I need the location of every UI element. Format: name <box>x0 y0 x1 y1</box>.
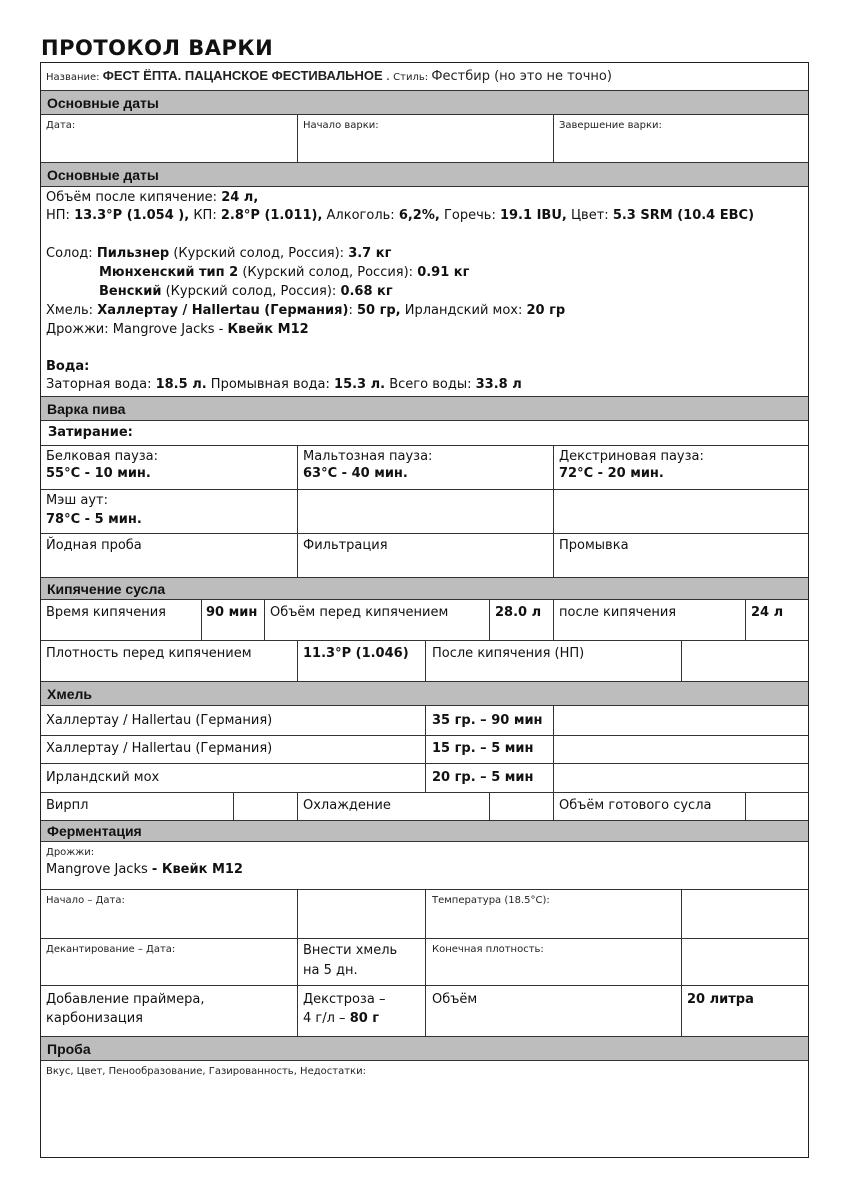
ferm-yeast-name: - Квейк М12 <box>151 862 243 877</box>
hop-addition-name: Ирландский мох <box>46 770 160 785</box>
divider <box>41 445 808 446</box>
malt-label: Солод: <box>46 246 93 261</box>
ferm-start-label: Начало – Дата: <box>46 895 125 906</box>
whirlpool-label: Вирпл <box>46 798 89 813</box>
malt-amount: 0.91 кг <box>417 265 470 280</box>
hop-addition-name: Халлертау / Hallertau (Германия) <box>46 713 273 728</box>
malt-line <box>99 284 393 299</box>
divider <box>41 792 808 793</box>
iodine-test-label: Йодная проба <box>46 538 142 553</box>
dextrose-line1: Декстроза – <box>303 992 386 1007</box>
divider <box>233 792 234 820</box>
tasting-label: Вкус, Цвет, Пенообразование, Газированность, Недостатки: <box>46 1066 366 1077</box>
section-header-boil: Кипячение сусла <box>41 577 808 600</box>
priming-line1: Добавление праймера, <box>46 992 205 1007</box>
malt-origin: (Курский солод, Россия): <box>173 246 345 261</box>
mashout-value: 78°С - 5 мин. <box>46 512 142 527</box>
boil-time-label: Время кипячения <box>46 605 166 620</box>
mashout-label: Мэш аут: <box>46 493 108 508</box>
fg-label: КП: <box>193 208 217 223</box>
divider <box>553 792 554 820</box>
final-gravity-label: Конечная плотность: <box>432 944 544 955</box>
malt-line <box>46 246 391 261</box>
hop-addition-amount: 35 гр. – 90 мин <box>432 713 543 728</box>
water-line <box>46 377 522 392</box>
total-water-value: 33.8 л <box>475 377 522 392</box>
volume-line <box>46 190 258 205</box>
divider <box>297 792 298 820</box>
hops-amount: 50 гр, <box>356 303 401 318</box>
malt-name: Пильзнер <box>96 246 170 261</box>
divider <box>425 889 426 1036</box>
protein-rest-value: 55°С - 10 мин. <box>46 466 151 481</box>
priming-line2: карбонизация <box>46 1011 143 1026</box>
section-header-tasting: Проба <box>41 1036 808 1061</box>
hop-addition-amount: 20 гр. – 5 мин <box>432 770 534 785</box>
malt-name: Венский <box>99 284 162 299</box>
style-value: Фестбир (но это не точно) <box>431 69 612 84</box>
divider <box>297 115 298 162</box>
section-header-dates: Основные даты <box>41 90 808 115</box>
protein-rest-label: Белковая пауза: <box>46 449 159 464</box>
dextrin-rest-label: Декстриновая пауза: <box>559 449 704 464</box>
yeast-label: Дрожжи: <box>46 322 109 337</box>
brew-start-label: Начало варки: <box>303 120 379 131</box>
divider <box>553 115 554 162</box>
divider <box>745 600 746 640</box>
mash-heading: Затирание: <box>48 425 133 440</box>
ibu-value: 19.1 IBU, <box>499 208 567 223</box>
yeast-maker: Mangrove Jacks - <box>112 322 224 337</box>
hop-addition-name: Халлертау / Hallertau (Германия) <box>46 741 273 756</box>
malt-line <box>99 265 469 280</box>
pre-boil-gravity-label: Плотность перед кипячением <box>46 646 252 661</box>
divider <box>553 445 554 577</box>
decant-label: Декантирование – Дата: <box>46 944 176 955</box>
yeast-name: Квейк М12 <box>227 322 309 337</box>
post-boil-volume-value: 24 л, <box>221 190 259 205</box>
post-boil-volume-value: 24 л <box>751 605 784 620</box>
maltose-rest-label: Мальтозная пауза: <box>303 449 433 464</box>
name-field <box>46 68 612 84</box>
divider <box>41 489 808 490</box>
date-label: Дата: <box>46 120 76 131</box>
style-label: Стиль: <box>393 72 429 83</box>
ferm-volume-label: Объём <box>432 992 478 1007</box>
mash-water-value: 18.5 л. <box>155 377 207 392</box>
section-header-hops: Хмель <box>41 681 808 706</box>
pre-boil-volume-value: 28.0 л <box>495 605 542 620</box>
hop-addition-amount: 15 гр. – 5 мин <box>432 741 534 756</box>
divider <box>425 706 426 792</box>
cooling-label: Охлаждение <box>303 798 391 813</box>
maltose-rest-value: 63°С - 40 мин. <box>303 466 408 481</box>
sparge-water-value: 15.3 л. <box>334 377 386 392</box>
boil-time-value: 90 мин <box>206 605 258 620</box>
moss-amount: 20 гр <box>526 303 566 318</box>
divider <box>297 889 298 1036</box>
post-boil-volume-label: после кипячения <box>559 605 677 620</box>
gravity-line <box>46 208 754 223</box>
ferm-temp-label: Температура (18.5°С): <box>432 895 550 906</box>
name-value: ФЕСТ ЁПТА. ПАЦАНСКОЕ ФЕСТИВАЛЬНОЕ <box>102 68 383 83</box>
section-header-fermentation: Ферментация <box>41 820 808 842</box>
ibu-label: Горечь: <box>443 208 496 223</box>
final-volume-label: Объём готового сусла <box>559 798 712 813</box>
ferm-yeast-maker: Mangrove Jacks <box>46 862 148 877</box>
og-value: 13.3°P (1.054 ), <box>74 208 190 223</box>
post-boil-gravity-label: После кипячения (НП) <box>432 646 585 661</box>
water-heading: Вода: <box>46 359 90 374</box>
pre-boil-volume-label: Объём перед кипячением <box>270 605 449 620</box>
color-value: 5.3 SRM (10.4 EBC) <box>612 208 755 223</box>
malt-amount: 3.7 кг <box>348 246 392 261</box>
ferm-yeast-line <box>46 862 243 877</box>
malt-origin: (Курский солод, Россия): <box>165 284 337 299</box>
mash-water-label: Заторная вода: <box>46 377 152 392</box>
section-header-basic: Основные даты <box>41 162 808 187</box>
divider <box>681 640 682 681</box>
ferm-yeast-label: Дрожжи: <box>46 847 95 858</box>
color-label: Цвет: <box>570 208 609 223</box>
malt-name: Мюнхенский тип 2 <box>99 265 239 280</box>
malt-amount: 0.68 кг <box>340 284 393 299</box>
sparge-water-label: Промывная вода: <box>210 377 330 392</box>
og-label: НП: <box>46 208 70 223</box>
name-label: Название: <box>46 72 100 83</box>
hops-label: Хмель: <box>46 303 94 318</box>
dextrose-prefix: 4 г/л – <box>303 1011 350 1026</box>
total-water-label: Всего воды: <box>389 377 472 392</box>
filtration-label: Фильтрация <box>303 538 388 553</box>
name-dot: . <box>385 69 390 84</box>
hops-sep: : <box>348 303 353 318</box>
dryhop-line1: Внести хмель <box>303 943 398 958</box>
divider <box>681 889 682 1036</box>
section-header-brewing: Варка пива <box>41 396 808 421</box>
brew-end-label: Завершение варки: <box>559 120 662 131</box>
abv-value: 6,2%, <box>398 208 440 223</box>
post-boil-volume-label: Объём после кипячение: <box>46 190 218 205</box>
abv-label: Алкоголь: <box>326 208 395 223</box>
dextrose-line2 <box>303 1011 379 1026</box>
divider <box>489 792 490 820</box>
hops-name: Халлертау / Hallertau (Германия) <box>97 303 349 318</box>
yeast-line <box>46 322 309 337</box>
divider <box>425 640 426 681</box>
hops-line <box>46 303 565 318</box>
divider <box>745 792 746 820</box>
divider <box>553 706 554 792</box>
ferm-volume-value: 20 литра <box>687 992 754 1007</box>
divider <box>489 600 490 640</box>
malt-origin: (Курский солод, Россия): <box>242 265 414 280</box>
page-title: ПРОТОКОЛ ВАРКИ <box>41 36 274 60</box>
dryhop-line2: на 5 дн. <box>303 963 358 978</box>
dextrose-value: 80 г <box>349 1011 380 1026</box>
divider <box>297 445 298 577</box>
fg-value: 2.8°P (1.011), <box>220 208 323 223</box>
rinse-label: Промывка <box>559 538 629 553</box>
divider <box>297 640 298 681</box>
divider <box>264 600 265 640</box>
pre-boil-gravity-value: 11.3°P (1.046) <box>303 646 409 661</box>
divider <box>41 533 808 534</box>
divider <box>201 600 202 640</box>
divider <box>553 600 554 640</box>
moss-label: Ирландский мох: <box>404 303 523 318</box>
dextrin-rest-value: 72°С - 20 мин. <box>559 466 664 481</box>
